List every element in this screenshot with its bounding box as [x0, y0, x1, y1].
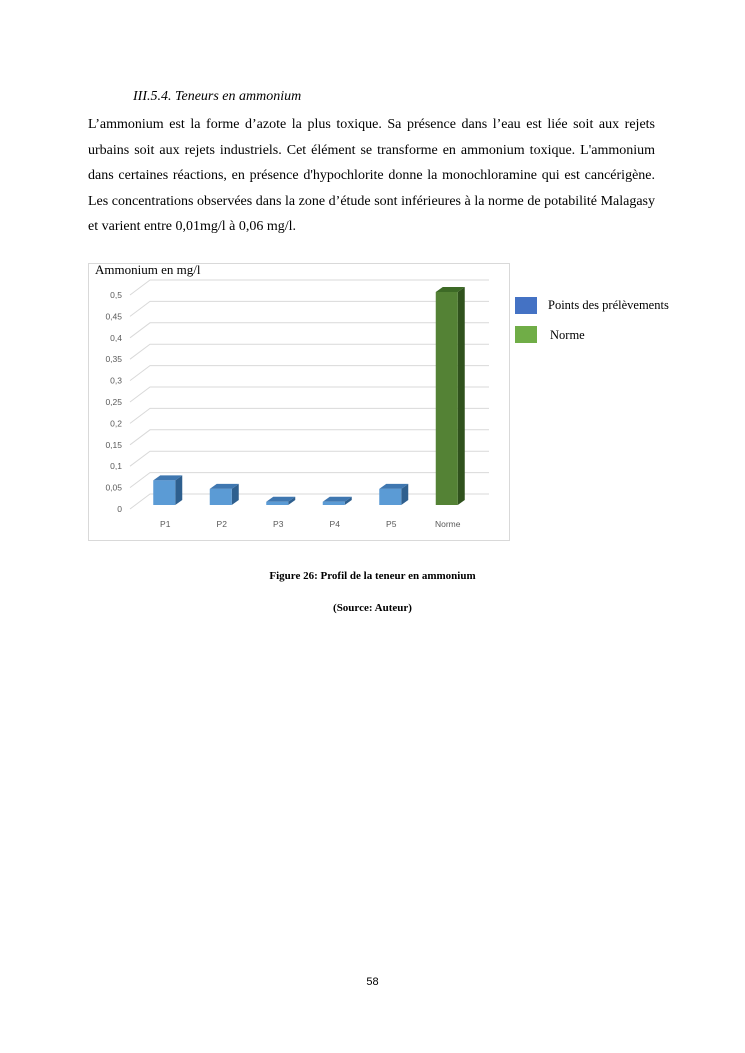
gridline	[130, 494, 489, 509]
x-tick-label: P1	[160, 519, 171, 529]
gridline	[130, 323, 489, 338]
bar-norme	[436, 292, 458, 505]
bar-p4	[323, 502, 345, 505]
section-heading: III.5.4. Teneurs en ammonium	[133, 89, 302, 104]
gridline	[130, 280, 489, 295]
bar-side	[458, 287, 465, 505]
y-tick-label: 0	[117, 504, 122, 514]
x-tick-label: P5	[386, 519, 397, 529]
figure-source: (Source: Auteur)	[333, 602, 412, 614]
gridline	[130, 387, 489, 402]
page-number: 58	[366, 976, 379, 988]
bar-p3	[266, 502, 288, 505]
bar-p2	[210, 489, 232, 505]
x-tick-label: P3	[273, 519, 284, 529]
x-tick-label: Norme	[434, 519, 461, 529]
y-tick-label: 0,3	[110, 375, 122, 386]
legend-label-points: Points des prélèvements	[548, 298, 669, 312]
bar-p5	[379, 489, 401, 505]
y-tick-label: 0,2	[110, 418, 122, 429]
legend-swatch-norme	[515, 326, 537, 343]
gridline	[130, 408, 489, 423]
y-tick-label: 0,45	[105, 311, 122, 322]
gridline	[130, 430, 489, 445]
legend-swatch-points	[515, 297, 537, 314]
x-tick-label: P2	[216, 519, 227, 529]
chart-y-axis-label: Ammonium en mg/l	[95, 262, 201, 277]
x-tick-label: P4	[329, 519, 340, 529]
gridline	[130, 301, 489, 316]
y-tick-label: 0,4	[110, 332, 122, 343]
bar-p1	[153, 480, 175, 505]
y-tick-label: 0,25	[105, 397, 122, 407]
gridline	[130, 344, 489, 359]
y-tick-label: 0,1	[110, 461, 122, 472]
gridline	[130, 473, 489, 488]
y-tick-label: 0,5	[110, 290, 122, 300]
y-tick-label: 0,05	[105, 482, 122, 493]
figure-caption: Figure 26: Profil de la teneur en ammonium	[269, 570, 476, 582]
gridline	[130, 451, 489, 466]
section-paragraph: L’ammonium est la forme d’azote la plus toxique. Sa présence dans l’eau est liée soit aux rejets urbains soit aux rejets industriels. Cet élément se transforme en ammonium toxique. L'ammonium dans certaines réactions, en présence d'hypochlorite donne la monochloramine qui est cancérigène. Les concentrations observées dans la zone d’étude sont inférieures à la norme de potabilité Malagasy et varient entre 0,01mg/l à 0,06 mg/l.	[88, 117, 655, 234]
legend-label-norme: Norme	[550, 328, 585, 342]
bar-side	[175, 475, 182, 505]
gridline	[130, 366, 489, 381]
y-tick-label: 0,15	[105, 439, 122, 450]
y-tick-label: 0,35	[105, 354, 122, 365]
